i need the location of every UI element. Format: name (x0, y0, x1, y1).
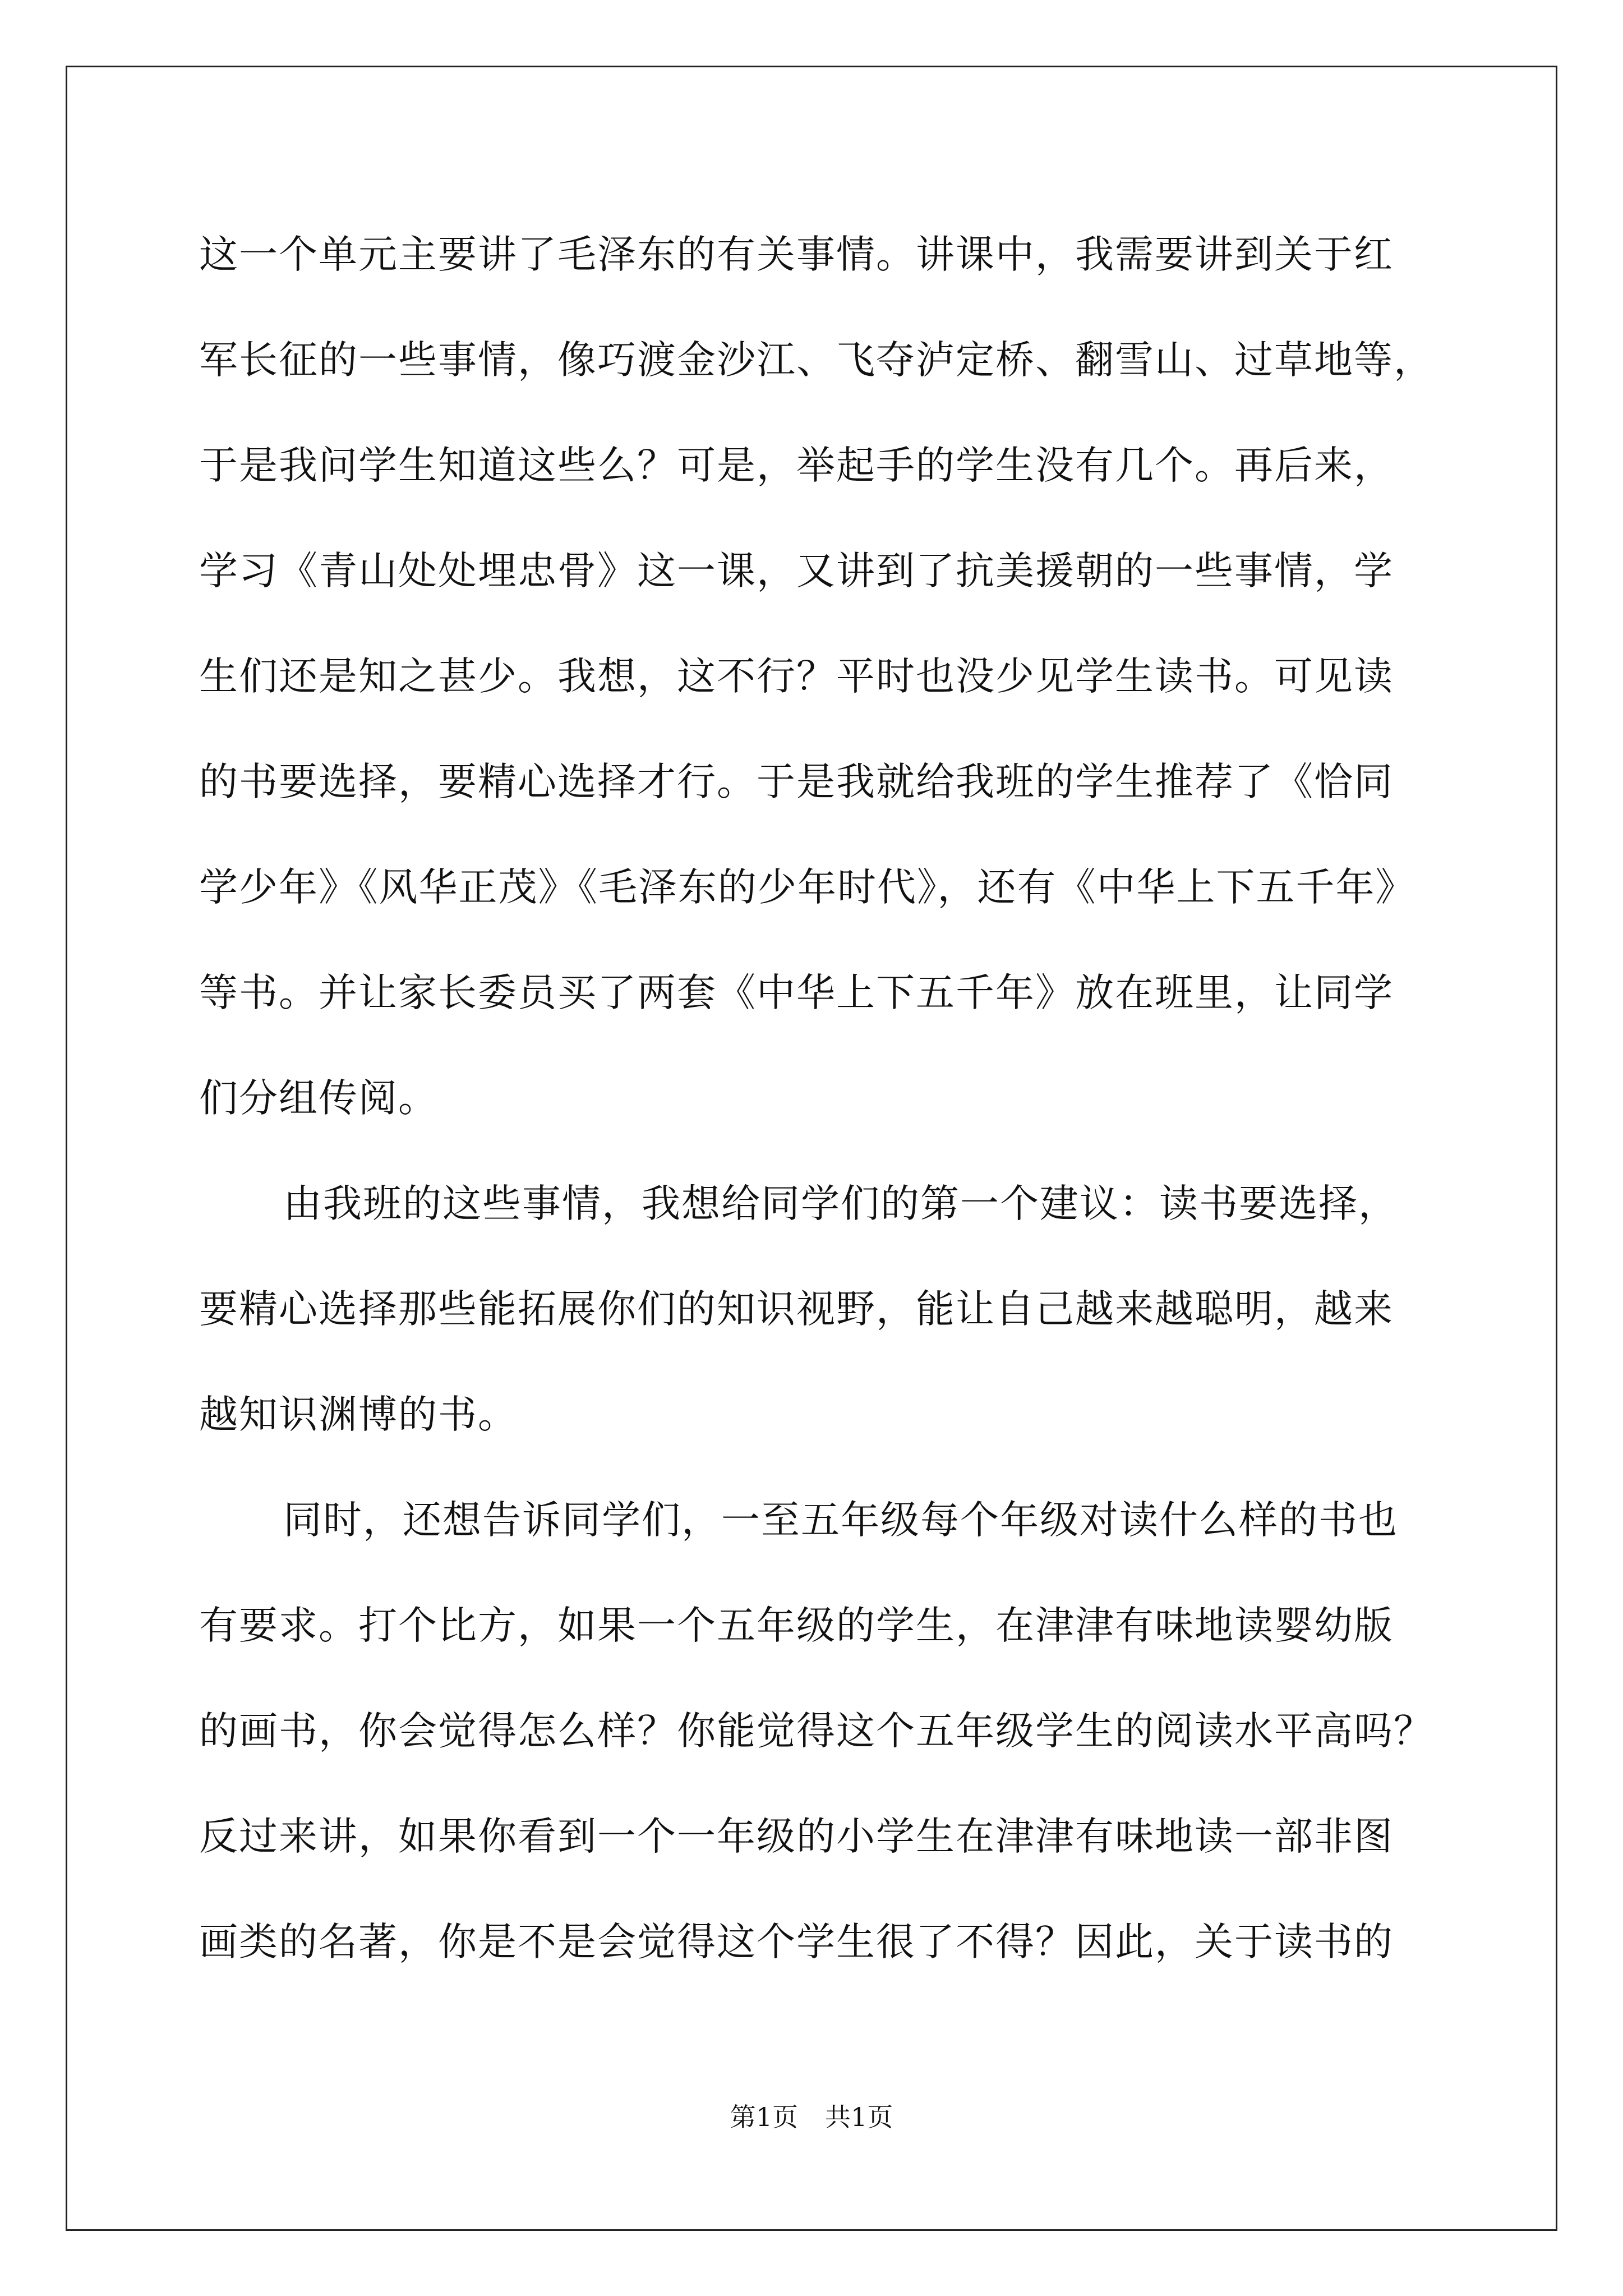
text-line: 由我班的这些事情，我想给同学们的第一个建议：读书要选择， (283, 1181, 1398, 1226)
text-line: 的画书，你会觉得怎么样？你能觉得这个五年级学生的阅读水平高吗？ (199, 1709, 1433, 1754)
document-body (199, 202, 1467, 1995)
text-line: 学习《青山处处埋忠骨》这一课，又讲到了抗美援朝的一些事情，学 (199, 549, 1394, 593)
page-total: 共1页 (825, 2102, 893, 2132)
text-line: 于是我问学生知道这些么？可是，举起手的学生没有几个。再后来， (199, 443, 1394, 488)
paragraph-2 (199, 1151, 1467, 1467)
text-line: 这一个单元主要讲了毛泽东的有关事情。讲课中，我需要讲到关于红 (199, 232, 1394, 277)
text-line: 学少年》《风华正茂》《毛泽东的少年时代》，还有《中华上下五千年》 (199, 865, 1415, 910)
paragraph-1 (199, 202, 1467, 1151)
text-line: 生们还是知之甚少。我想，这不行？平时也没少见学生读书。可见读 (199, 654, 1394, 699)
page-number: 第1页 (730, 2102, 798, 2132)
text-line: 等书。并让家长委员买了两套《中华上下五千年》放在班里，让同学 (199, 970, 1394, 1015)
text-line: 军长征的一些事情，像巧渡金沙江、飞夺泸定桥、翻雪山、过草地等， (199, 338, 1433, 383)
text-line: 画类的名著，你是不是会觉得这个学生很了不得？因此，关于读书的 (199, 1920, 1394, 1964)
text-line: 同时，还想告诉同学们，一至五年级每个年级对读什么样的书也 (283, 1498, 1398, 1543)
page-footer (0, 2097, 1623, 2134)
text-line: 反过来讲，如果你看到一个一年级的小学生在津津有味地读一部非图 (199, 1814, 1394, 1859)
text-line: 的书要选择，要精心选择才行。于是我就给我班的学生推荐了《恰同 (199, 760, 1394, 804)
text-line: 有要求。打个比方，如果一个五年级的学生，在津津有味地读婴幼版 (199, 1603, 1394, 1648)
text-line: 们分组传阅。 (199, 1076, 438, 1121)
text-line: 越知识渊博的书。 (199, 1392, 518, 1437)
paragraph-3 (199, 1467, 1467, 1995)
text-line: 要精心选择那些能拓展你们的知识视野，能让自己越来越聪明，越来 (199, 1287, 1394, 1332)
